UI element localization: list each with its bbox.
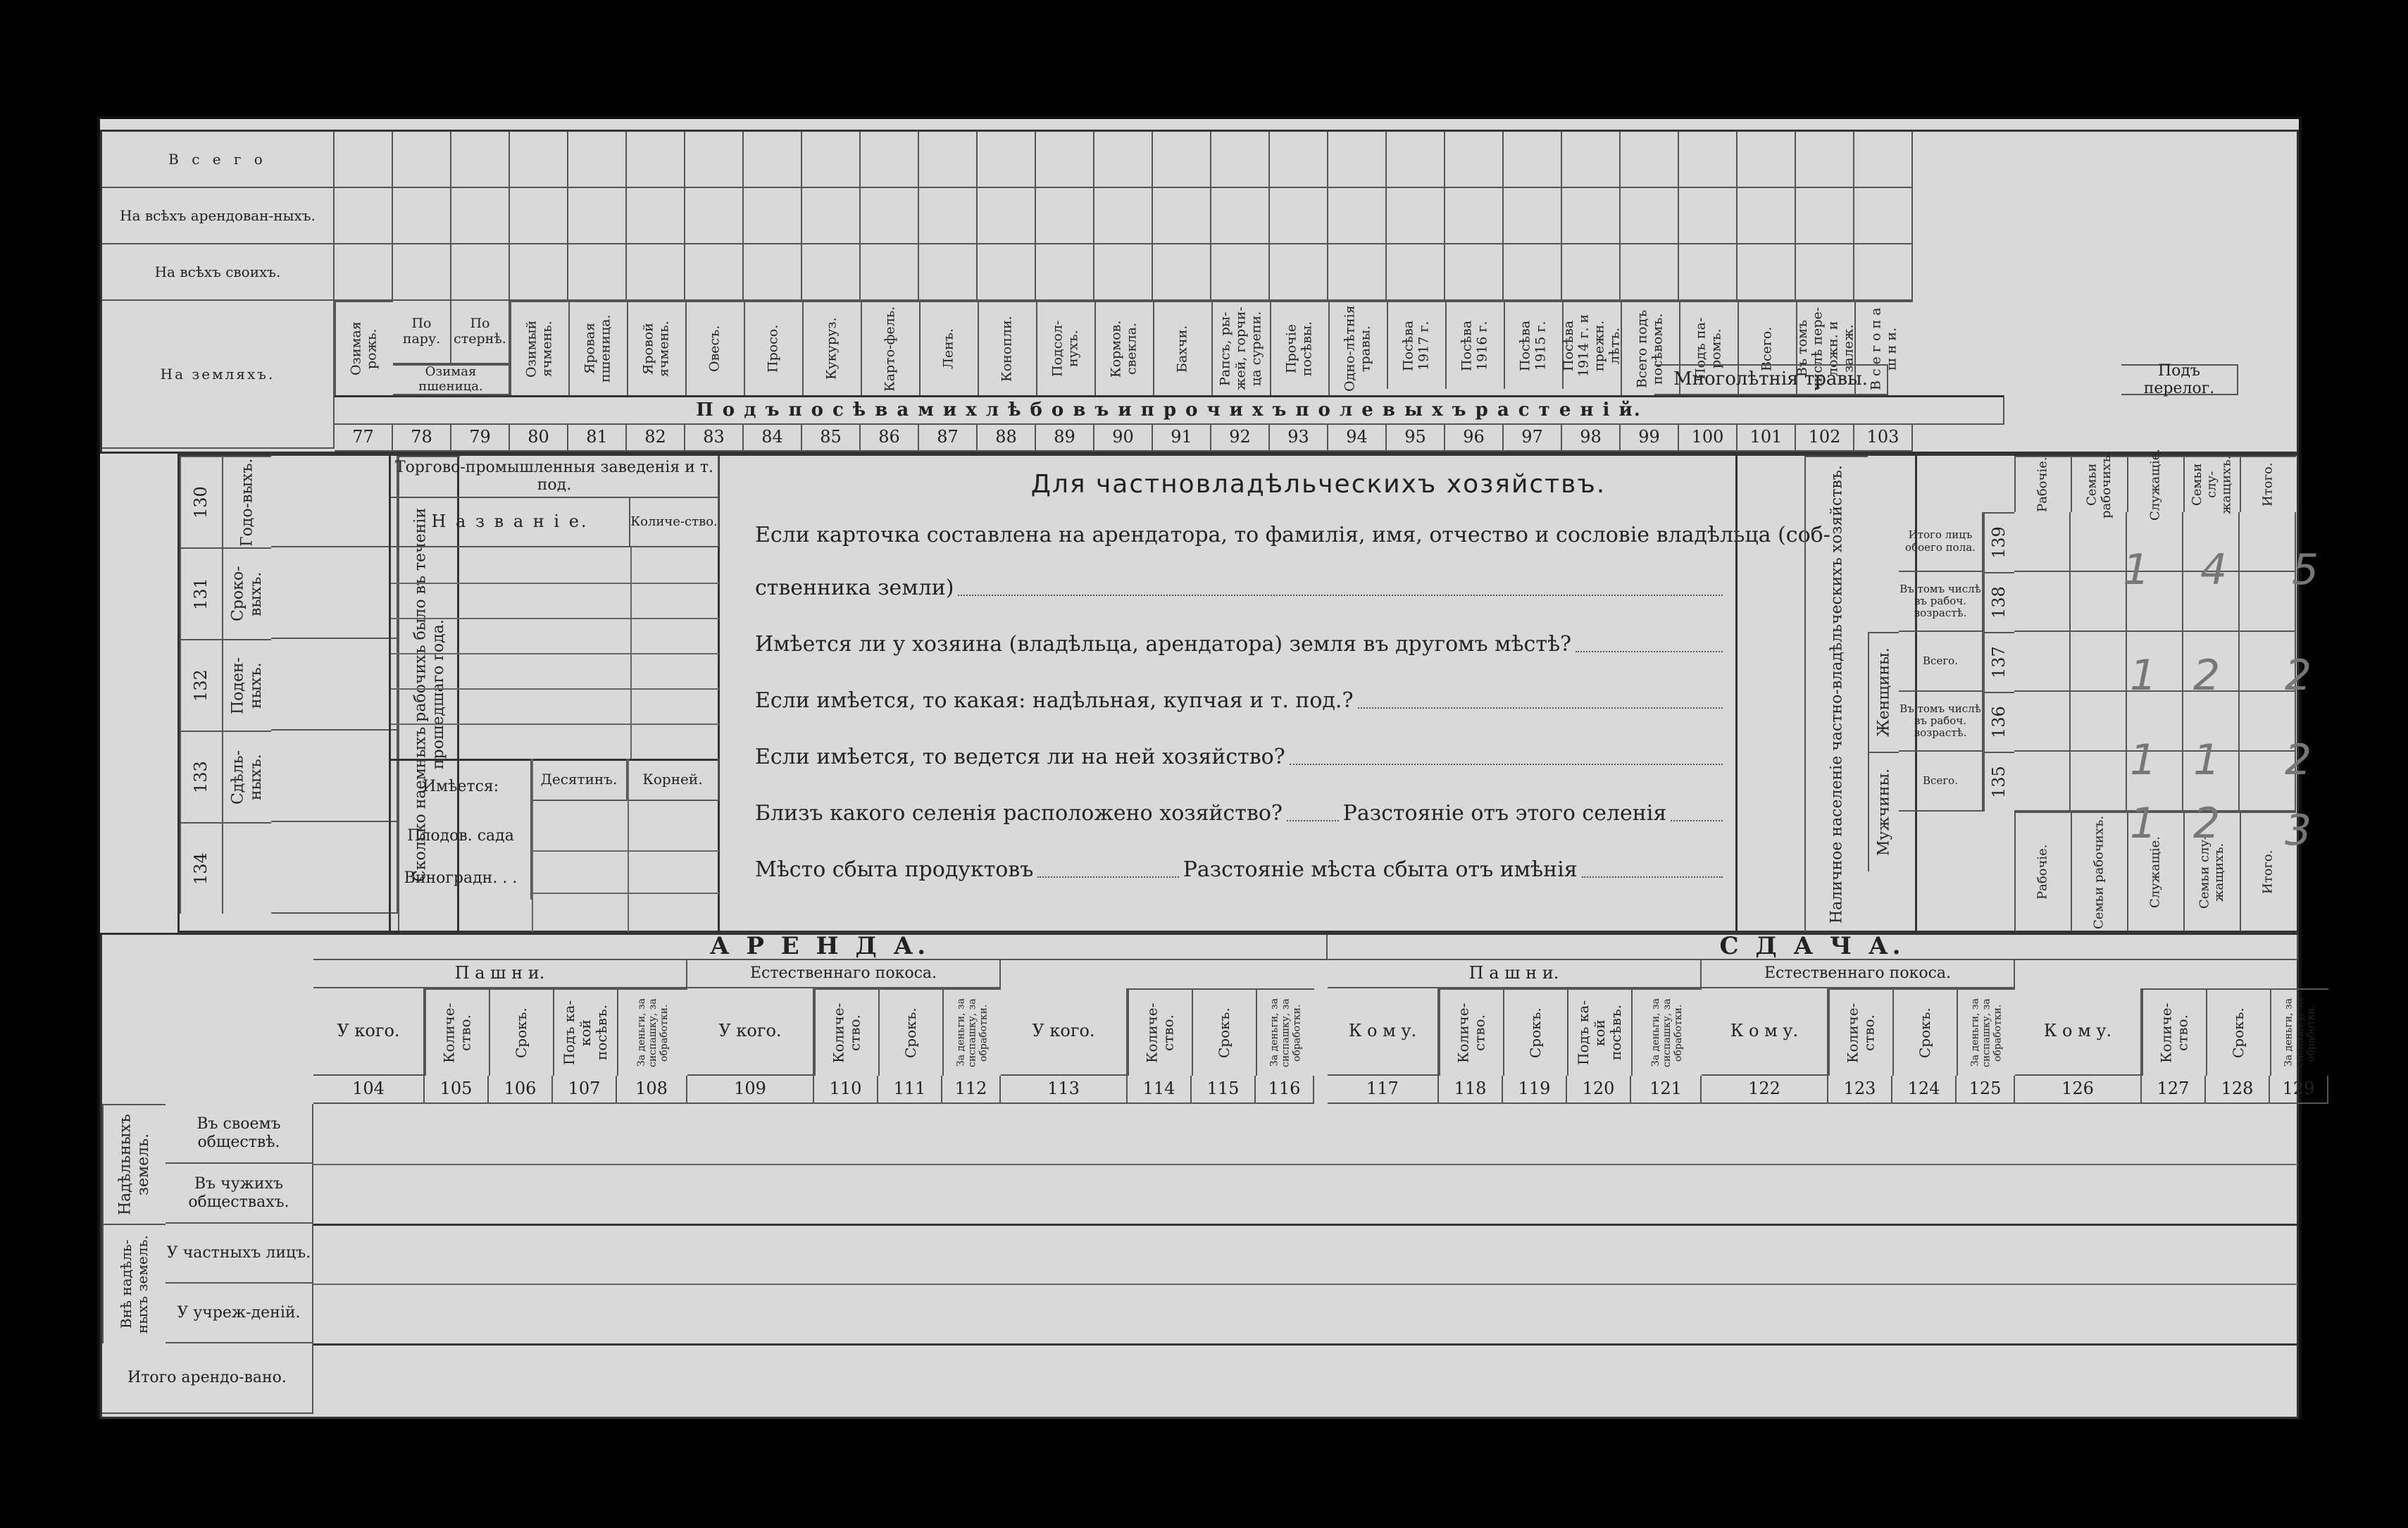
crop-column-label: По стернѣ. <box>451 301 510 364</box>
lease-column-number: 125 <box>1957 1076 2015 1104</box>
lease-column-label: За деньги, за сиспашку, за обработки. <box>1256 988 1314 1076</box>
crop-cell-total <box>393 132 451 188</box>
allotment-group: Надѣльныхъ земель. <box>102 1104 166 1224</box>
workers-label: Сколько наемныхъ рабочихъ было въ теченiи прошедшаго года. <box>398 456 460 932</box>
handwritten-mark: 2 <box>2285 735 2312 785</box>
crop-cell-own <box>1562 244 1621 301</box>
crop-column-label: Подсол-нухъ. <box>1036 301 1094 395</box>
lease-column-number: 126 <box>2015 1076 2142 1104</box>
crop-cell-own <box>1211 244 1270 301</box>
crop-cell-own <box>1738 244 1796 301</box>
arenda-pashni: П а ш н и. <box>313 960 687 988</box>
crop-column-number: 98 <box>1562 425 1621 452</box>
question-land-type: Если имѣется, то какая: надѣльная, купчая и т. под.? <box>755 688 1727 713</box>
question-owner: Если карточка составлена на арендатора, то фамилiя, имя, отчество и сословiе владѣльца (соб- <box>755 523 1830 547</box>
population-row-label: Всего. <box>1899 752 1983 812</box>
worker-value-cell <box>271 456 398 547</box>
crop-column-number: 91 <box>1153 425 1211 452</box>
crop-cell-leased <box>1036 188 1094 244</box>
lease-column-number: 129 <box>2270 1076 2328 1104</box>
lease-column-number: 114 <box>1128 1076 1192 1104</box>
population-row-label: Въ томъ числѣ въ рабоч. возрастѣ. <box>1899 572 1983 632</box>
private-farms-title: Для частновладѣльческихъ хозяйствъ. <box>1030 470 1607 499</box>
handwritten-mark: 1 <box>2123 545 2150 595</box>
handwritten-mark: 4 <box>2200 545 2228 595</box>
worker-column-label: Годо-выхъ. <box>222 456 271 547</box>
lease-column-number: 121 <box>1631 1076 1702 1104</box>
population-row-number: 136 <box>1983 692 2014 752</box>
row-label-total: В с е г о <box>102 132 335 188</box>
lease-column-label: У кого. <box>1001 988 1128 1076</box>
arenda-natural: Естественнаго покоса. <box>687 960 1001 988</box>
lease-column-label: У кого. <box>687 988 814 1076</box>
handwritten-mark: 1 <box>2130 799 2157 848</box>
lease-column-number: 107 <box>553 1076 617 1104</box>
row-label-lands: На земляхъ. <box>102 301 335 449</box>
crop-column-label: Посѣва 1917 г. <box>1387 301 1445 389</box>
crop-column-number: 103 <box>1854 425 1913 452</box>
crop-cell-total <box>1445 132 1504 188</box>
crop-cell-total <box>1211 132 1270 188</box>
crop-cell-total <box>1270 132 1328 188</box>
crop-cell-total <box>1153 132 1211 188</box>
population-column-footer: Семьи слу-жащихъ. <box>2183 812 2240 931</box>
lease-column-number: 105 <box>425 1076 489 1104</box>
crop-cell-total <box>1387 132 1445 188</box>
crop-cell-total <box>685 132 744 188</box>
row-label-leased: На всѣхъ арендован-ныхъ. <box>102 188 335 244</box>
worker-column-label: Сдѣль-ныхъ. <box>222 731 271 822</box>
crop-column-number: 83 <box>685 425 744 452</box>
lease-column-label: Срокъ. <box>878 988 942 1076</box>
lease-column-number: 123 <box>1828 1076 1892 1104</box>
worker-value-cell <box>271 822 398 914</box>
crop-column-label: Конопли. <box>978 301 1036 395</box>
lease-column-label: За деньги, за сиспашку, за обработки. <box>2270 988 2328 1076</box>
crop-cell-leased <box>510 188 568 244</box>
crop-cell-total <box>1094 132 1153 188</box>
trade-has-label: Имѣется: <box>391 759 532 815</box>
worker-column-label <box>222 822 271 914</box>
lease-column-label: Количе-ство. <box>1439 988 1503 1076</box>
crop-column-number: 100 <box>1679 425 1738 452</box>
population-column-header: Рабочiе. <box>2014 456 2071 512</box>
crop-cell-total <box>451 132 510 188</box>
crop-cell-own <box>1270 244 1328 301</box>
crop-cell-own <box>685 244 744 301</box>
crop-cell-total <box>335 132 393 188</box>
crop-cell-leased <box>1796 188 1854 244</box>
crop-cell-total <box>568 132 627 188</box>
crop-column-label: В с е г о п а ш н и. <box>1854 301 1913 395</box>
crop-cell-total <box>861 132 919 188</box>
crop-cell-total <box>510 132 568 188</box>
crop-column-label: Всего подъ посѣвомъ. <box>1621 301 1679 395</box>
crop-column-number: 95 <box>1387 425 1445 452</box>
crop-cell-own <box>1796 244 1854 301</box>
crop-cell-leased <box>1211 188 1270 244</box>
crop-column-number: 101 <box>1738 425 1796 452</box>
crop-cell-leased <box>685 188 744 244</box>
crop-column-label: Всего. <box>1738 301 1796 395</box>
crop-column-number: 82 <box>627 425 685 452</box>
grass-group-label: Многолѣтнiя травы. <box>1654 364 1888 395</box>
crop-column-number: 90 <box>1094 425 1153 452</box>
sdacha-natural: Естественнаго покоса. <box>1702 960 2015 988</box>
crop-column-label: Посѣва 1916 г. <box>1445 301 1504 389</box>
population-row-label: Итого лицъ обоего пола. <box>1899 512 1983 572</box>
trade-name-header: Н а з в а н i е. <box>391 498 630 547</box>
question-market: Мѣсто сбыта продуктовъ Разстоянiе мѣста сбыта отъ имѣнiя <box>755 857 1727 882</box>
kornei-header: Корней. <box>628 759 719 801</box>
lease-column-label: У кого. <box>313 988 425 1076</box>
population-value-cell <box>2014 572 2071 632</box>
row-label-own: На всѣхъ своихъ. <box>102 244 335 301</box>
lease-column-number: 110 <box>814 1076 878 1104</box>
population-value-cell <box>2014 692 2071 752</box>
non-allotment-group: Внѣ надѣль-ныхъ земель. <box>102 1224 166 1343</box>
crop-column-label: Одно-лѣтнiя травы. <box>1328 301 1387 395</box>
crop-cell-leased <box>1094 188 1153 244</box>
handwritten-mark: 2 <box>2193 651 2221 700</box>
crop-column-label: Просо. <box>744 301 802 395</box>
crop-cell-leased <box>1153 188 1211 244</box>
worker-value-cell <box>271 547 398 639</box>
population-value-cell <box>2014 632 2071 692</box>
crop-column-number: 92 <box>1211 425 1270 452</box>
population-value-cell <box>2071 632 2127 692</box>
population-value-cell <box>2071 752 2127 812</box>
crop-cell-leased <box>919 188 978 244</box>
crop-column-number: 80 <box>510 425 568 452</box>
sdacha-pashni: П а ш н и. <box>1328 960 1702 988</box>
crop-column-number: 88 <box>978 425 1036 452</box>
crop-column-number: 81 <box>568 425 627 452</box>
lease-column-label: Количе-ство. <box>814 988 878 1076</box>
lease-column-number: 113 <box>1001 1076 1128 1104</box>
crop-cell-total <box>744 132 802 188</box>
lease-column-number: 112 <box>942 1076 1001 1104</box>
crop-column-label: Карто-фель. <box>861 301 919 395</box>
crop-column-number: 78 <box>393 425 451 452</box>
crop-column-label: Прочiе посѣвы. <box>1270 301 1328 395</box>
population-row-number: 139 <box>1983 512 2014 572</box>
crop-column-label: Кормов. свекла. <box>1094 301 1153 395</box>
crop-cell-own <box>1036 244 1094 301</box>
lease-column-number: 109 <box>687 1076 814 1104</box>
wheat-group-label: Озимая пшеница. <box>393 364 510 395</box>
lease-column-number: 128 <box>2206 1076 2270 1104</box>
crop-cell-own <box>1153 244 1211 301</box>
census-card <box>97 116 2319 1420</box>
crop-column-number: 96 <box>1445 425 1504 452</box>
crop-column-label: Овесъ. <box>685 301 744 395</box>
question-farming: Если имѣется, то ведется ли на ней хозяйство? <box>755 745 1727 769</box>
population-row-label: Въ томъ числѣ въ рабоч. возрастѣ. <box>1899 692 1983 752</box>
crop-column-label: Яровая пшеница. <box>568 301 627 395</box>
lease-column-label: Количе-ство. <box>1128 988 1192 1076</box>
crop-cell-leased <box>802 188 861 244</box>
lease-column-label: Срокъ. <box>1503 988 1567 1076</box>
crop-column-label: Кукуруз. <box>802 301 861 395</box>
population-column-footer: Служащiе. <box>2127 812 2183 931</box>
lease-column-label: За деньги, за сиспашку, за обработки. <box>1957 988 2015 1076</box>
trade-title: Торгово-промышленныя заведенiя и т. под. <box>391 456 719 498</box>
crop-column-number: 93 <box>1270 425 1328 452</box>
crop-cell-total <box>1562 132 1621 188</box>
crop-column-number: 102 <box>1796 425 1854 452</box>
sdacha-banner: С Д А Ч А. <box>1328 935 2298 960</box>
population-value-cell <box>2071 692 2127 752</box>
crop-cell-own <box>861 244 919 301</box>
population-column-footer: Итого. <box>2240 812 2296 931</box>
population-column-header: Итого. <box>2240 456 2296 512</box>
worker-column-label: Поден-ныхъ. <box>222 639 271 731</box>
lease-column-label: Срокъ. <box>1192 988 1256 1076</box>
women-label: Женщины. <box>1868 632 1899 752</box>
crop-cell-own <box>1504 244 1562 301</box>
crop-cell-leased <box>1328 188 1387 244</box>
lease-column-number: 119 <box>1503 1076 1567 1104</box>
crop-cell-leased <box>1387 188 1445 244</box>
lease-column-label: За деньги, за сиспашку, за обработки. <box>617 988 687 1076</box>
handwritten-mark: 3 <box>2285 806 2312 855</box>
crop-cell-own <box>568 244 627 301</box>
question-other-land: Имѣется ли у хозяина (владѣльца, арендатора) земля въ другомъ мѣстѣ? <box>755 632 1727 657</box>
crop-cell-leased <box>451 188 510 244</box>
lease-column-number: 111 <box>878 1076 942 1104</box>
row-total-leased: Итого арендо-вано. <box>102 1343 313 1414</box>
crop-column-label: Озимая рожь. <box>335 301 393 395</box>
crop-cell-total <box>802 132 861 188</box>
population-value-cell <box>2240 572 2296 632</box>
crop-cell-leased <box>1270 188 1328 244</box>
lease-column-number: 118 <box>1439 1076 1503 1104</box>
worker-column-number: 130 <box>180 456 222 547</box>
crop-cell-own <box>451 244 510 301</box>
lease-column-number: 106 <box>489 1076 553 1104</box>
crop-column-label: Бахчи. <box>1153 301 1211 395</box>
population-label: Наличное населенiе частно-владѣльческихъ хозяйствъ. <box>1804 456 1868 932</box>
crop-column-label: Яровой ячмень. <box>627 301 685 395</box>
crop-column-label: По пару. <box>393 301 451 364</box>
population-row-number: 137 <box>1983 632 2014 692</box>
handwritten-mark: 5 <box>2292 545 2319 595</box>
crop-cell-leased <box>568 188 627 244</box>
fallow-group-label: Подъ перелог. <box>2121 364 2238 395</box>
row-own-society: Въ своемъ обществѣ. <box>166 1104 313 1164</box>
crop-cell-total <box>919 132 978 188</box>
crop-cell-leased <box>744 188 802 244</box>
population-value-cell <box>2014 512 2071 572</box>
lease-column-label: За деньги, за сиспашку, за обработки. <box>1631 988 1702 1076</box>
arenda-banner: А Р Е Н Д А. <box>313 935 1328 960</box>
crop-cell-total <box>1621 132 1679 188</box>
crop-column-label: Подъ па-ромъ. <box>1679 301 1738 395</box>
population-column-header: Семьи слу-жащихъ. <box>2183 456 2240 512</box>
private-farms-box <box>720 454 1917 933</box>
desyatin-header: Десятинъ. <box>532 759 628 801</box>
trade-table <box>389 454 720 933</box>
lease-column-label: Подъ ка-кой посѣвъ. <box>1567 988 1631 1076</box>
crop-cell-leased <box>627 188 685 244</box>
worker-column-number: 134 <box>180 822 222 914</box>
lease-column-number: 116 <box>1256 1076 1314 1104</box>
crop-column-label: Посѣва 1914 г. и прежн. лѣтъ. <box>1562 301 1621 389</box>
handwritten-mark: 2 <box>2285 651 2312 700</box>
crop-cell-own <box>1445 244 1504 301</box>
men-label: Мужчины. <box>1868 752 1899 871</box>
crop-column-label: Въ томъ числѣ пере-ложн. и залеж. <box>1796 301 1854 395</box>
crop-cell-total <box>1036 132 1094 188</box>
crop-column-number: 87 <box>919 425 978 452</box>
handwritten-mark: 1 <box>2130 651 2157 700</box>
lease-column-label: Количе-ство. <box>425 988 489 1076</box>
crop-column-label: Посѣва 1915 г. <box>1504 301 1562 389</box>
crop-cell-own <box>978 244 1036 301</box>
crop-column-number: 84 <box>744 425 802 452</box>
crop-cell-total <box>1504 132 1562 188</box>
crop-cell-total <box>1328 132 1387 188</box>
worker-value-cell <box>271 731 398 822</box>
crop-cell-own <box>802 244 861 301</box>
population-column-header: Служащiе. <box>2127 456 2183 512</box>
question-village: Близъ какого селенiя расположено хозяйство? Разстоянiе отъ этого селенiя <box>755 801 1727 826</box>
crop-cell-own <box>393 244 451 301</box>
crop-column-label: Озимый ячмень. <box>510 301 568 395</box>
crop-column-label: Ленъ. <box>919 301 978 395</box>
worker-column-number: 133 <box>180 731 222 822</box>
crop-cell-leased <box>861 188 919 244</box>
crop-cell-own <box>335 244 393 301</box>
population-table <box>1804 449 2299 933</box>
crop-cell-total <box>627 132 685 188</box>
crop-cell-own <box>1854 244 1913 301</box>
lease-column-label: Подъ ка-кой посѣвъ. <box>553 988 617 1076</box>
crop-cell-own <box>919 244 978 301</box>
crop-cell-own <box>744 244 802 301</box>
crop-cell-leased <box>335 188 393 244</box>
crop-cell-leased <box>1679 188 1738 244</box>
crop-cell-total <box>1854 132 1913 188</box>
crop-cell-leased <box>1445 188 1504 244</box>
lease-column-label: К о м у. <box>1702 988 1828 1076</box>
crop-cell-leased <box>393 188 451 244</box>
worker-column-number: 132 <box>180 639 222 731</box>
population-column-header: Семьи рабочихъ. <box>2071 456 2127 512</box>
crop-cell-total <box>1796 132 1854 188</box>
crop-cell-total <box>978 132 1036 188</box>
crop-column-number: 99 <box>1621 425 1679 452</box>
lease-column-number: 120 <box>1567 1076 1631 1104</box>
crop-column-number: 97 <box>1504 425 1562 452</box>
question-owner-cont: ственника земли) <box>755 576 1727 600</box>
crop-column-number: 89 <box>1036 425 1094 452</box>
population-value-cell <box>2240 512 2296 572</box>
lease-column-label: К о м у. <box>1328 988 1439 1076</box>
lease-column-number: 122 <box>1702 1076 1828 1104</box>
lease-column-number: 124 <box>1892 1076 1957 1104</box>
crop-cell-leased <box>1504 188 1562 244</box>
population-row-number: 138 <box>1983 572 2014 632</box>
row-institutions: У учреж-денiй. <box>166 1284 313 1343</box>
population-value-cell <box>2014 752 2071 812</box>
crop-column-number: 85 <box>802 425 861 452</box>
population-column-footer: Рабочiе. <box>2014 812 2071 931</box>
crop-cell-total <box>1679 132 1738 188</box>
crops-table <box>100 130 2299 454</box>
crop-cell-own <box>510 244 568 301</box>
population-column-footer: Семьи рабочихъ. <box>2071 812 2127 931</box>
lease-column-label: Срокъ. <box>489 988 553 1076</box>
handwritten-mark: 1 <box>2130 735 2157 785</box>
crop-cell-own <box>1387 244 1445 301</box>
worker-column-number: 131 <box>180 547 222 639</box>
handwritten-mark: 1 <box>2193 735 2221 785</box>
crop-cell-total <box>1738 132 1796 188</box>
lease-column-label: Количе-ство. <box>1828 988 1892 1076</box>
crop-column-number: 94 <box>1328 425 1387 452</box>
row-private-persons: У частныхъ лицъ. <box>166 1224 313 1284</box>
lease-column-number: 108 <box>617 1076 687 1104</box>
lease-column-number: 127 <box>2142 1076 2206 1104</box>
lease-column-number: 117 <box>1328 1076 1439 1104</box>
garden-label: Плодов. сада <box>391 815 532 857</box>
lease-column-label: Количе-ство. <box>2142 988 2206 1076</box>
crop-cell-own <box>627 244 685 301</box>
population-value-cell <box>2071 512 2127 572</box>
population-value-cell <box>2071 572 2127 632</box>
lease-table <box>100 932 2317 1419</box>
handwritten-mark: 2 <box>2193 799 2221 848</box>
worker-column-label: Сроко-выхъ. <box>222 547 271 639</box>
crops-banner: П о д ъ п о с ѣ в а м и х л ѣ б о в ъ и п р о ч и х ъ п о л е в ы х ъ р а с т е н i й. <box>335 395 2004 425</box>
trade-qty-header: Количе-ство. <box>630 498 719 547</box>
lease-column-number: 115 <box>1192 1076 1256 1104</box>
lease-column-label: За деньги, за сиспашку, за обработки. <box>942 988 1001 1076</box>
crop-column-number: 79 <box>451 425 510 452</box>
crop-column-number: 86 <box>861 425 919 452</box>
crop-column-number: 77 <box>335 425 393 452</box>
crop-cell-own <box>1679 244 1738 301</box>
crop-cell-own <box>1621 244 1679 301</box>
lease-column-number: 104 <box>313 1076 425 1104</box>
population-row-label: Всего. <box>1899 632 1983 692</box>
crop-cell-leased <box>1738 188 1796 244</box>
crop-cell-own <box>1328 244 1387 301</box>
crop-cell-leased <box>978 188 1036 244</box>
worker-value-cell <box>271 639 398 731</box>
vineyard-label: Виноградн. . . <box>391 857 532 900</box>
crop-cell-own <box>1094 244 1153 301</box>
row-other-societies: Въ чужихъ обществахъ. <box>166 1164 313 1224</box>
crop-cell-leased <box>1621 188 1679 244</box>
lease-column-label: Срокъ. <box>1892 988 1957 1076</box>
crop-column-label: Рапсъ, ры-жей, горчи-ца сурепи. <box>1211 301 1270 395</box>
lease-column-label: Срокъ. <box>2206 988 2270 1076</box>
crop-cell-leased <box>1854 188 1913 244</box>
lease-column-label: К о м у. <box>2015 988 2142 1076</box>
population-row-number: 135 <box>1983 752 2014 812</box>
crop-cell-leased <box>1562 188 1621 244</box>
